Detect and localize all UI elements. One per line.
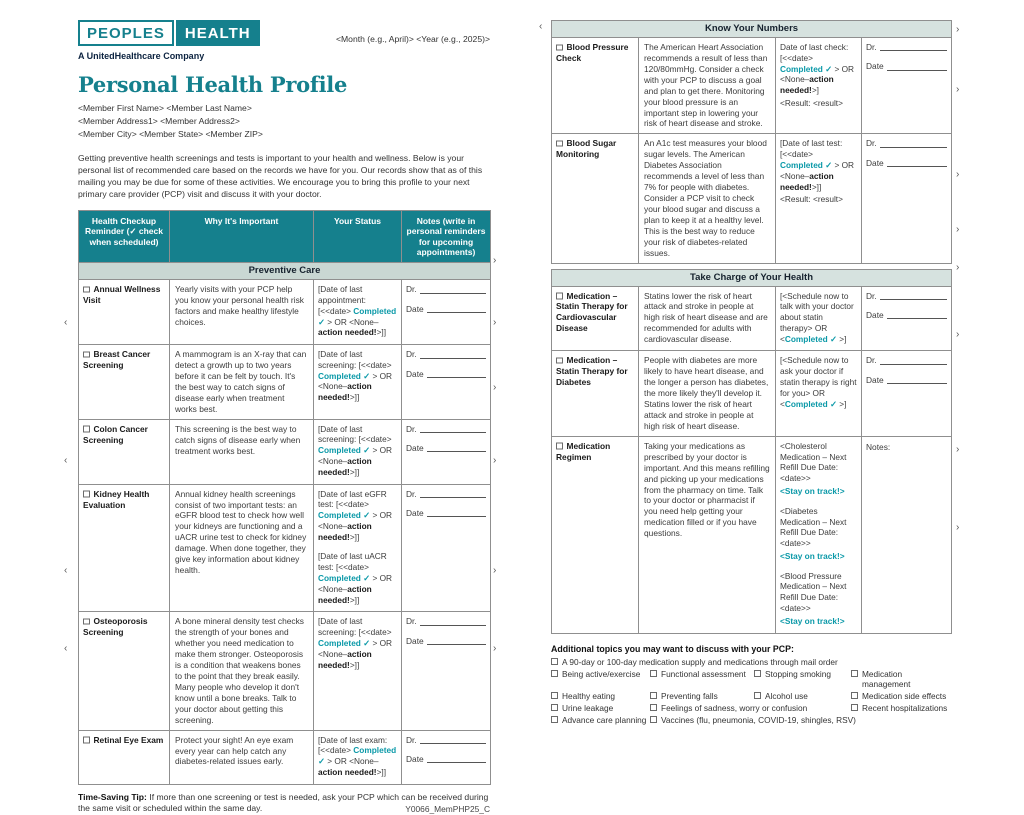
date-writein-line[interactable] xyxy=(427,370,486,378)
row-label-cell xyxy=(79,484,170,612)
fold-mark-icon: › xyxy=(956,24,960,35)
topic-label: Being active/exercise xyxy=(562,668,641,679)
checkbox-blood-sugar[interactable] xyxy=(556,140,563,147)
fold-mark-icon: › xyxy=(956,522,960,533)
status-text-egfr: [Date of last eGFR test: [<<date> Completed ✓ > OR <None–action needed!>]] xyxy=(318,488,393,542)
status-cell xyxy=(776,38,862,134)
date-writein-line[interactable] xyxy=(887,63,947,71)
checkbox-topic[interactable] xyxy=(851,692,858,699)
dr-writein-line[interactable] xyxy=(420,618,486,626)
dr-label: Dr. xyxy=(406,423,417,434)
column-header-reminder: Health Checkup Reminder (✓ check when scheduled) xyxy=(79,210,170,262)
table-row-osteoporosis-screening xyxy=(79,612,491,730)
row-label-cell xyxy=(79,419,170,484)
status-cell xyxy=(314,345,402,420)
table-row-medication-regimen xyxy=(552,436,952,633)
checkbox-statin-cardio[interactable] xyxy=(556,293,563,300)
row-label: Colon Cancer Screening xyxy=(83,423,148,445)
topic-label: Vaccines (flu, pneumonia, COVID-19, shingles, RSV) xyxy=(661,714,856,725)
fold-mark-icon: › xyxy=(493,565,497,576)
table-row-colon-cancer-screening xyxy=(79,419,491,484)
row-label: Osteoporosis Screening xyxy=(83,616,148,638)
row-label-cell xyxy=(79,612,170,730)
row-label: Medication Regimen xyxy=(556,440,611,462)
row-label-cell xyxy=(552,134,639,263)
checkbox-medication-regimen[interactable] xyxy=(556,443,563,450)
why-important-cell: Yearly visits with your PCP help you know your personal health risk factors and make healthy lifestyle choices. xyxy=(170,280,314,345)
checkbox-topic[interactable] xyxy=(650,692,657,699)
fold-mark-icon: › xyxy=(956,444,960,455)
fold-mark-icon: › xyxy=(956,169,960,180)
why-important-cell: Protect your sight! An eye exam every year can help catch any diabetes-related issues early. xyxy=(170,730,314,784)
checkbox-breast-cancer[interactable] xyxy=(83,351,90,358)
checkbox-topic[interactable] xyxy=(851,704,858,711)
checkbox-topic[interactable] xyxy=(551,692,558,699)
checkbox-topic[interactable] xyxy=(650,716,657,723)
date-writein-line[interactable] xyxy=(427,444,486,452)
topic-label: Advance care planning xyxy=(562,714,647,725)
topic-label: Feelings of sadness, worry or confusion xyxy=(661,702,808,713)
status-text: [<Schedule now to ask your doctor if statin therapy is right for you> OR <Completed ✓ >] xyxy=(780,355,857,409)
fold-mark-icon: › xyxy=(493,255,497,266)
status-text: [<Schedule now to talk with your doctor about statin therapy> OR <Completed ✓ >] xyxy=(780,290,854,344)
row-label: Kidney Health Evaluation xyxy=(83,488,150,510)
preventive-care-table xyxy=(78,210,491,785)
topic-label: Preventing falls xyxy=(661,690,718,701)
logo-peoples: PEOPLES xyxy=(78,20,174,46)
fold-mark-icon: › xyxy=(956,224,960,235)
logo-subtitle: A UnitedHealthcare Company xyxy=(78,51,205,61)
checkbox-topic[interactable] xyxy=(551,716,558,723)
fold-mark-icon: › xyxy=(956,329,960,340)
dr-writein-line[interactable] xyxy=(420,425,486,433)
why-important-cell: The American Heart Association recommends a result of less than 120/80mmHg. Consider a check with your PCP to discuss a goal and plan to get there. Monitoring your blood pressure is an important step in lowering your risk of heart disease and stroke. xyxy=(639,38,776,134)
date-writein-line[interactable] xyxy=(427,305,486,313)
member-address-line: <Member Address1> <Member Address2> xyxy=(78,115,240,126)
date-writein-line[interactable] xyxy=(427,755,486,763)
table-row-annual-wellness-visit xyxy=(79,280,491,345)
table-row-blood-sugar-monitoring xyxy=(552,134,952,263)
fold-mark-icon: ‹ xyxy=(64,455,68,466)
checkbox-retinal-eye-exam[interactable] xyxy=(83,737,90,744)
checkbox-kidney-health[interactable] xyxy=(83,491,90,498)
status-text-uacr: [Date of last uACR test: [<<date> Completed ✓ > OR <None–action needed!>]] xyxy=(318,551,393,605)
date-label: Date xyxy=(406,303,424,314)
why-important-cell: A bone mineral density test checks the strength of your bones and whether you need medication to make them stronger. Osteoporosis is a condition that weakens bones to the point that they break easily. Many people who develop it don't know until a bone breaks. Talk to your doctor about getting this screening. xyxy=(170,612,314,730)
checkbox-topic[interactable] xyxy=(650,670,657,677)
page-right xyxy=(551,20,951,727)
notes-cell xyxy=(402,484,491,612)
why-important-cell: An A1c test measures your blood sugar levels. The American Diabetes Association recommends a level of less than 7% for people with diabetes. Consider a PCP visit to check your blood sugar and discuss a plan to keep it at a healthy level. This is the best way to reduce your risk of diabetes-related issues. xyxy=(639,134,776,263)
status-text: [Date of last appointment: [<<date> Completed ✓ > OR <None–action needed!>]] xyxy=(318,284,397,338)
dr-label: Dr. xyxy=(406,488,417,499)
section-take-charge: Take Charge of Your Health xyxy=(552,269,952,286)
member-info xyxy=(78,102,490,141)
row-label-cell xyxy=(79,730,170,784)
dr-writein-line[interactable] xyxy=(420,736,486,744)
time-saving-tip-label: Time-Saving Tip: xyxy=(78,791,147,802)
date-label: Date xyxy=(406,754,424,765)
date-label: Date xyxy=(866,157,884,168)
refill-diabetes: <Diabetes Medication – Next Refill Due Date: <date>> xyxy=(780,505,847,549)
row-label-cell xyxy=(552,286,639,351)
topic-label: Healthy eating xyxy=(562,690,616,701)
fold-mark-icon: ‹ xyxy=(64,565,68,576)
intro-paragraph: Getting preventive health screenings and tests is important to your health and wellness. Below is your personal list of recommended care based on the records we have for you. Our records show that as of this mailing you may be due for some of these activities. We encourage you to bring this profile to your next primary care provider (PCP) visit and discuss it with your doctor. xyxy=(78,152,483,199)
date-label: Date xyxy=(866,374,884,385)
status-text: [Date of last screening: [<<date> Completed ✓ > OR <None–action needed!>]] xyxy=(318,349,393,403)
row-label: Blood Sugar Monitoring xyxy=(556,138,617,160)
checkbox-topic[interactable] xyxy=(754,670,761,677)
dr-writein-line[interactable] xyxy=(880,357,947,365)
checkbox-topic[interactable] xyxy=(551,658,558,665)
notes-cell xyxy=(402,419,491,484)
fold-mark-icon: › xyxy=(956,262,960,273)
date-label: Date xyxy=(866,61,884,72)
status-cell xyxy=(776,286,862,351)
why-important-cell: Taking your medications as prescribed by your doctor is important. And this means refilling and picking up your medications from the pharmacy on time. Talk to your doctor or pharmacist if you need help getting your medication filled or if you have questions. xyxy=(639,436,776,633)
table-header-row xyxy=(79,210,491,262)
status-cell xyxy=(314,730,402,784)
status-result: <Result: <result> xyxy=(780,194,843,205)
dr-writein-line[interactable] xyxy=(880,140,947,148)
date-writein-line[interactable] xyxy=(427,637,486,645)
checkbox-topic[interactable] xyxy=(851,670,858,677)
refill-cholesterol: <Cholesterol Medication – Next Refill Due Date: <date>> xyxy=(780,440,847,484)
why-important-cell: Statins lower the risk of heart attack and stroke in people at high risk of heart disease and are recommended for adults with cardiovascular disease. xyxy=(639,286,776,351)
dr-label: Dr. xyxy=(406,349,417,360)
row-label-cell xyxy=(79,280,170,345)
row-label: Medication – Statin Therapy for Cardiovascular Disease xyxy=(556,290,628,334)
row-label-cell xyxy=(552,351,639,436)
dr-writein-line[interactable] xyxy=(420,286,486,294)
status-text: [Date of last screening: [<<date> Completed ✓ > OR <None–action needed!>]] xyxy=(318,423,393,477)
section-preventive-care: Preventive Care xyxy=(79,263,491,280)
dr-label: Dr. xyxy=(406,616,417,627)
checkbox-topic[interactable] xyxy=(551,670,558,677)
column-header-why: Why It's Important xyxy=(170,210,314,262)
stay-on-track: <Stay on track!> xyxy=(780,615,845,626)
checkbox-topic[interactable] xyxy=(551,704,558,711)
section-know-your-numbers: Know Your Numbers xyxy=(552,21,952,38)
take-charge-table xyxy=(551,269,952,634)
date-writein-line[interactable] xyxy=(887,376,947,384)
notes-cell xyxy=(862,436,952,633)
topic-label: Functional assessment xyxy=(661,668,746,679)
status-text: [Date of last exam: [<<date> Completed ✓ > OR <None–action needed!>]] xyxy=(318,734,397,777)
member-name-line: <Member First Name> <Member Last Name> xyxy=(78,103,252,113)
status-cell xyxy=(314,419,402,484)
dr-label: Dr. xyxy=(866,290,877,301)
why-important-cell: People with diabetes are more likely to have heart disease, and the longer a person has diabetes, the more likely they'll develop it. Statins lower the risk of heart attack and stroke in people at high risk of heart disease. xyxy=(639,351,776,436)
notes-cell xyxy=(402,345,491,420)
footer xyxy=(78,792,490,815)
row-label: Breast Cancer Screening xyxy=(83,349,151,371)
topic-label: A 90-day or 100-day medication supply and medications through mail order xyxy=(562,656,838,667)
topic-label: Medication management xyxy=(862,668,911,689)
dr-label: Dr. xyxy=(866,355,877,366)
dr-writein-line[interactable] xyxy=(880,292,947,300)
table-row-statin-diabetes xyxy=(552,351,952,436)
date-label: Date xyxy=(406,507,424,518)
date-label: Date xyxy=(406,635,424,646)
date-label: Date xyxy=(406,443,424,454)
table-row-blood-pressure-check xyxy=(552,38,952,134)
dr-writein-line[interactable] xyxy=(420,351,486,359)
checkbox-annual-wellness[interactable] xyxy=(83,286,90,293)
additional-topics-title: Additional topics you may want to discuss with your PCP: xyxy=(551,643,794,654)
row-label-cell xyxy=(79,345,170,420)
fold-mark-icon: ‹ xyxy=(64,643,68,654)
date-label: Date xyxy=(866,309,884,320)
topic-label: Stopping smoking xyxy=(765,668,831,679)
checkbox-topic[interactable] xyxy=(754,692,761,699)
fold-mark-icon: › xyxy=(493,382,497,393)
page-left xyxy=(78,20,490,815)
notes-cell xyxy=(862,134,952,263)
column-header-status: Your Status xyxy=(314,210,402,262)
status-cell xyxy=(314,484,402,612)
topic-label: Recent hospitalizations xyxy=(862,702,948,713)
topic-label: Medication side effects xyxy=(862,690,947,701)
checkbox-statin-diabetes[interactable] xyxy=(556,357,563,364)
status-text: [Date of last screening: [<<date> Completed ✓ > OR <None–action needed!>]] xyxy=(318,616,393,670)
page-title: Personal Health Profile xyxy=(78,72,348,97)
row-label-cell xyxy=(552,436,639,633)
date-writein-line[interactable] xyxy=(887,159,947,167)
row-label: Retinal Eye Exam xyxy=(93,734,164,745)
why-important-cell: A mammogram is an X-ray that can detect a growth up to two years before it can be felt by touch. It's the best way to catch signs of disease early when treatment works best. xyxy=(170,345,314,420)
table-row-kidney-health-evaluation xyxy=(79,484,491,612)
dr-writein-line[interactable] xyxy=(420,490,486,498)
header-row xyxy=(78,20,490,61)
date-placeholder: <Month (e.g., April)> <Year (e.g., 2025)> xyxy=(336,34,490,44)
date-writein-line[interactable] xyxy=(887,311,947,319)
column-header-notes: Notes (write in personal reminders for upcoming appointments) xyxy=(402,210,491,262)
dr-label: Dr. xyxy=(866,42,877,52)
table-row-retinal-eye-exam xyxy=(79,730,491,784)
dr-writein-line[interactable] xyxy=(880,43,947,51)
additional-topics xyxy=(551,644,951,725)
form-code: Y0066_MemPHP25_C xyxy=(405,803,490,814)
fold-mark-icon: › xyxy=(493,317,497,328)
notes-cell xyxy=(402,280,491,345)
date-writein-line[interactable] xyxy=(427,509,486,517)
checkbox-osteoporosis[interactable] xyxy=(83,618,90,625)
fold-mark-icon: › xyxy=(493,643,497,654)
checkbox-topic[interactable] xyxy=(650,704,657,711)
notes-cell xyxy=(862,38,952,134)
row-label: Medication – Statin Therapy for Diabetes xyxy=(556,355,628,388)
member-city-line: <Member City> <Member State> <Member ZIP> xyxy=(78,128,263,139)
peoples-health-logo xyxy=(78,20,260,46)
stay-on-track: <Stay on track!> xyxy=(780,486,845,496)
why-important-cell: This screening is the best way to catch signs of disease early when treatment works best. xyxy=(170,419,314,484)
notes-cell xyxy=(862,286,952,351)
row-label-cell xyxy=(552,38,639,134)
notes-cell xyxy=(402,730,491,784)
status-cell xyxy=(314,612,402,730)
checkbox-blood-pressure[interactable] xyxy=(556,44,563,51)
time-saving-tip-text: If more than one screening or test is needed, ask your PCP which can be received during the same visit or scheduled within the same day. xyxy=(78,791,489,814)
fold-mark-icon: ‹ xyxy=(64,317,68,328)
status-cell xyxy=(314,280,402,345)
status-result: <Result: <result> xyxy=(780,97,843,108)
know-your-numbers-table xyxy=(551,20,952,264)
checkbox-colon-cancer[interactable] xyxy=(83,426,90,433)
status-text: [Date of last test: [<<date> Completed ✓ > OR <None–action needed!>]] xyxy=(780,138,855,192)
refill-blood-pressure: <Blood Pressure Medication – Next Refill Due Date: <date>> xyxy=(780,570,847,614)
notes-cell xyxy=(862,351,952,436)
fold-mark-icon: ‹ xyxy=(539,21,543,32)
table-row-statin-cardiovascular xyxy=(552,286,952,351)
fold-mark-icon: › xyxy=(956,84,960,95)
status-cell xyxy=(776,134,862,263)
fold-mark-icon: › xyxy=(493,455,497,466)
notes-cell xyxy=(402,612,491,730)
status-cell xyxy=(776,436,862,633)
status-cell xyxy=(776,351,862,436)
date-label: Date xyxy=(406,368,424,379)
dr-label: Dr. xyxy=(866,138,877,149)
table-row-breast-cancer-screening xyxy=(79,345,491,420)
logo-health: HEALTH xyxy=(176,20,260,46)
row-label: Annual Wellness Visit xyxy=(83,284,161,306)
topic-label: Alcohol use xyxy=(765,690,808,701)
topic-label: Urine leakage xyxy=(562,702,614,713)
stay-on-track: <Stay on track!> xyxy=(780,550,845,561)
dr-label: Dr. xyxy=(406,284,417,295)
dr-label: Dr. xyxy=(406,734,417,745)
why-important-cell: Annual kidney health screenings consist of two important tests: an eGFR blood test to check how well your kidneys are functioning and a uACR urine test to check for kidney damage. When done together, they give key information about kidney health. xyxy=(170,484,314,612)
notes-label: Notes: xyxy=(866,441,891,452)
status-text: Date of last check: [<<date> Completed ✓ > OR <None–action needed!>] xyxy=(780,42,855,96)
row-label: Blood Pressure Check xyxy=(556,42,629,63)
